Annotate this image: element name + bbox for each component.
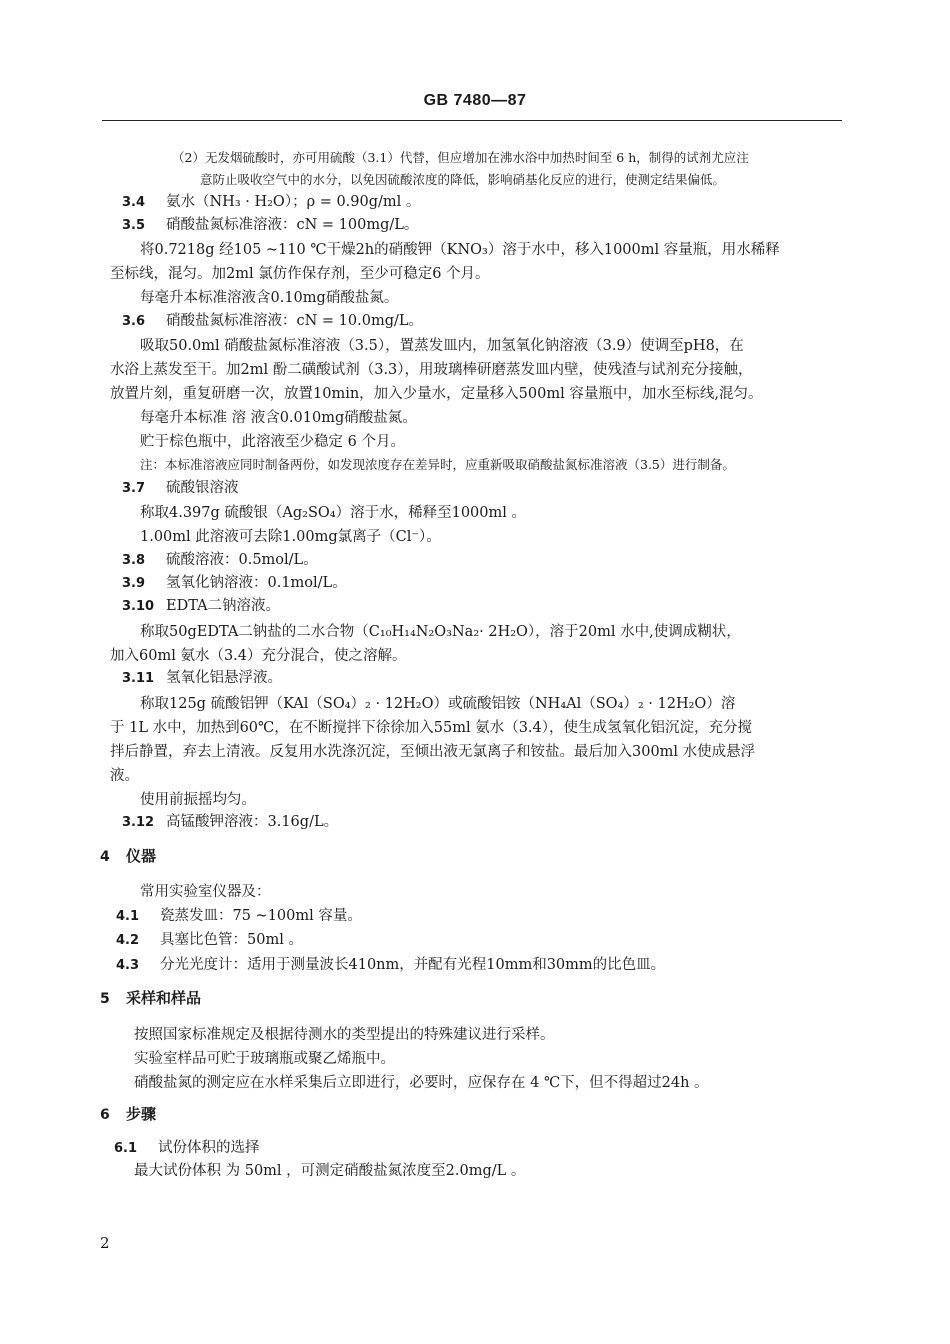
item-text: 高锰酸钾溶液：3.16g/L。: [166, 814, 339, 830]
paragraph-line: 称取50gEDTA二钠盐的二水合物（C₁₀H₁₄N₂O₃Na₂· 2H₂O），溶于20ml 水中,使调成糊状，: [140, 624, 741, 640]
item-3-11: [122, 668, 282, 689]
paragraph-line: 加入60ml 氨水（3.4）充分混合，使之溶解。: [110, 648, 407, 664]
item-3-8: [122, 550, 318, 571]
paragraph-line: 常用实验室仪器及：: [140, 884, 271, 900]
paragraph-line: 最大试份体积 为 50ml ，可测定硝酸盐氮浓度至2.0mg/L 。: [134, 1163, 526, 1179]
item-number: 3.5: [122, 218, 146, 233]
paragraph-line: 每毫升本标准 溶 液含0.010mg硝酸盐氮。: [140, 410, 417, 426]
item-number: 4.1: [116, 909, 140, 924]
page-number: 2: [100, 1234, 110, 1252]
item-number: 4.3: [116, 958, 140, 973]
note-line: 注：本标准溶液应同时制备两份，如发现浓度存在差异时，应重新吸取硝酸盐氮标准溶液（3.5）进行制备。: [140, 457, 735, 472]
paragraph-line: 吸取50.0ml 硝酸盐氮标准溶液（3.5），置蒸发皿内，加氢氧化钠溶液（3.9）使调至pH8，在: [140, 338, 744, 354]
item-number: 3.11: [122, 671, 155, 686]
section-number: 6: [100, 1107, 110, 1123]
item-3-9: [122, 573, 347, 594]
paragraph-line: 放置片刻，重复研磨一次，放置10min，加入少量水，定量移入500ml 容量瓶中，加水至标线,混匀。: [110, 386, 763, 402]
note-line: 意防止吸收空气中的水分，以免因硫酸浓度的降低，影响硝基化反应的进行，使测定结果偏低。: [200, 172, 726, 187]
note-line: （2）无发烟硫酸时，亦可用硫酸（3.1）代替，但应增加在沸水浴中加热时间至 6 h，制得的试剂尤应注: [172, 150, 749, 165]
item-4-2: [116, 930, 303, 951]
item-number: 3.8: [122, 553, 146, 568]
item-text: EDTA二钠溶液。: [166, 598, 281, 614]
item-text: 瓷蒸发皿：75 ~100ml 容量。: [160, 908, 362, 924]
paragraph-line: 至标线，混匀。加2ml 氯仿作保存剂，至少可稳定6 个月。: [110, 266, 490, 282]
item-4-3: [116, 955, 665, 976]
paragraph-line: 实验室样品可贮于玻璃瓶或聚乙烯瓶中。: [134, 1051, 395, 1067]
section-4-heading: [100, 846, 156, 867]
item-3-12: [122, 812, 338, 833]
item-number: 6.1: [114, 1141, 138, 1156]
section-number: 5: [100, 991, 110, 1007]
item-3-6: [122, 311, 423, 332]
item-text: 硫酸溶液：0.5mol/L。: [166, 552, 318, 568]
paragraph-line: 按照国家标准规定及根据待测水的类型提出的特殊建议进行采样。: [134, 1027, 555, 1043]
item-text: 硫酸银溶液: [166, 480, 239, 496]
paragraph-line: 称取4.397g 硫酸银（Ag₂SO₄）溶于水，稀释至1000ml 。: [140, 505, 526, 521]
paragraph-line: 1.00ml 此溶液可去除1.00mg氯离子（Cl⁻）。: [140, 529, 441, 545]
item-4-1: [116, 906, 362, 927]
paragraph-line: 每毫升本标准溶液含0.10mg硝酸盐氮。: [140, 290, 399, 306]
section-title: 仪器: [126, 847, 157, 865]
paragraph-line: 硝酸盐氮的测定应在水样采集后立即进行，必要时，应保存在 4 ℃下，但不得超过24h 。: [134, 1075, 709, 1091]
item-text: 氢氧化钠溶液：0.1mol/L。: [166, 575, 347, 591]
item-text: 具塞比色管：50ml 。: [160, 932, 303, 948]
section-6-heading: [100, 1104, 156, 1125]
header-rule: [102, 120, 842, 121]
paragraph-line: 于 1L 水中，加热到60℃，在不断搅拌下徐徐加入55ml 氨水（3.4），使生成氢氧化铝沉淀，充分搅: [110, 720, 752, 736]
item-number: 3.9: [122, 576, 146, 591]
item-number: 3.6: [122, 314, 146, 329]
item-text: 硝酸盐氮标准溶液：cN = 100mg/L。: [166, 217, 419, 233]
paragraph-line: 称取125g 硫酸铝钾（KAl（SO₄）₂ · 12H₂O）或硫酸铝铵（NH₄Al（SO₄）₂ · 12H₂O）溶: [140, 696, 736, 712]
item-text: 分光光度计：适用于测量波长410nm，并配有光程10mm和30mm的比色皿。: [160, 957, 666, 973]
item-text: 硝酸盐氮标准溶液：cN = 10.0mg/L。: [166, 313, 424, 329]
item-number: 3.7: [122, 481, 146, 496]
paragraph-line: 水浴上蒸发至干。加2ml 酚二磺酸试剂（3.3），用玻璃棒研磨蒸发皿内壁，使残渣与试剂充分接触，: [110, 362, 753, 378]
section-title: 采样和样品: [126, 989, 202, 1007]
paragraph-line: 使用前振摇均匀。: [140, 792, 256, 808]
item-3-4: [122, 192, 420, 213]
item-text: 氢氧化铝悬浮液。: [166, 670, 282, 686]
item-text: 试份体积的选择: [158, 1140, 260, 1156]
item-number: 3.4: [122, 195, 146, 210]
paragraph-line: 液。: [110, 768, 139, 784]
item-text: 氨水（NH₃ · H₂O）；ρ = 0.90g/ml 。: [166, 194, 421, 210]
item-number: 4.2: [116, 933, 140, 948]
section-title: 步骤: [126, 1105, 157, 1123]
item-3-5: [122, 215, 418, 236]
item-number: 3.12: [122, 815, 155, 830]
paragraph-line: 将0.7218g 经105 ~110 ℃干燥2h的硝酸钾（KNO₃）溶于水中，移入1000ml 容量瓶，用水稀释: [140, 242, 780, 258]
item-6-1: [114, 1138, 260, 1159]
section-5-heading: [100, 988, 201, 1009]
item-3-7: [122, 478, 239, 499]
item-3-10: [122, 596, 280, 617]
section-number: 4: [100, 849, 110, 865]
document-header: GB 7480—87: [423, 92, 527, 109]
paragraph-line: 拌后静置，弃去上清液。反复用水洗涤沉淀，至倾出液无氯离子和铵盐。最后加入300ml 水使成悬浮: [110, 744, 756, 760]
paragraph-line: 贮于棕色瓶中，此溶液至少稳定 6 个月。: [140, 434, 405, 450]
item-number: 3.10: [122, 599, 155, 614]
